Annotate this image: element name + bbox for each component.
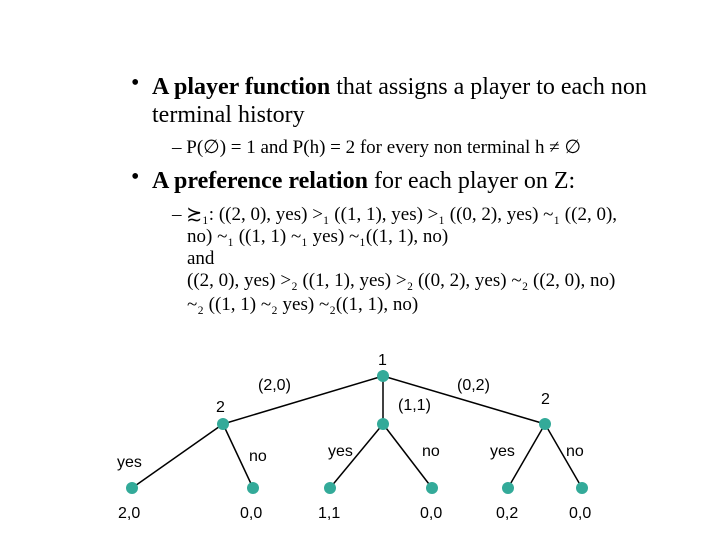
terminal-node	[426, 482, 438, 494]
preference-line: ~₂ ((1, 1) ~₂ yes) ~₂((1, 1), no)	[187, 294, 419, 315]
root-player-label: 1	[378, 352, 387, 369]
bullet-bold: A player function	[152, 74, 331, 100]
player-assignment-text: – P(∅) = 1 and P(h) = 2 for every non terminal h ≠ ∅	[172, 137, 581, 158]
bullet-marker: •	[131, 70, 140, 96]
bullet-bold: A preference relation	[152, 168, 368, 194]
terminal-node	[324, 482, 336, 494]
edge-label: (2,0)	[258, 377, 291, 394]
terminal-node	[502, 482, 514, 494]
root-node	[377, 370, 389, 382]
terminal-node	[576, 482, 588, 494]
preference-line: ((2, 0), yes) >₂ ((1, 1), yes) >₂ ((0, 2), yes) ~₂ ((2, 0), no)	[187, 270, 616, 291]
action-label: no	[566, 443, 584, 460]
action-label: yes	[328, 443, 353, 460]
edge-label: (1,1)	[398, 397, 431, 414]
player2-node	[217, 418, 229, 430]
preference-line: no) ~₁ ((1, 1) ~₁ yes) ~₁((1, 1), no)	[187, 226, 449, 247]
bullet-rest: that assigns a player to each non	[330, 74, 647, 100]
bullet-player-function-line2: terminal history	[152, 102, 305, 128]
tree-edge	[223, 376, 383, 424]
bullet-rest: for each player on Z:	[367, 168, 576, 194]
terminal-node	[126, 482, 138, 494]
action-label: no	[422, 443, 440, 460]
terminal-node	[247, 482, 259, 494]
tree-edge	[132, 424, 223, 488]
payoff-label: 0,2	[496, 505, 519, 522]
action-label: no	[249, 448, 267, 465]
preference-line: – ≿₁: ((2, 0), yes) >₁ ((1, 1), yes) >₁ ((0, 2), yes) ~₁ ((2, 0),	[172, 204, 618, 225]
player2-label: 2	[541, 391, 550, 408]
player2-label: 2	[216, 399, 225, 416]
payoff-label: 1,1	[318, 505, 341, 522]
action-label: yes	[117, 454, 142, 471]
action-label: yes	[490, 443, 515, 460]
edge-label: (0,2)	[457, 377, 490, 394]
bullet-marker: •	[131, 164, 140, 190]
payoff-label: 0,0	[240, 505, 263, 522]
player2-node	[539, 418, 551, 430]
payoff-label: 0,0	[569, 505, 592, 522]
preference-line: and	[187, 248, 215, 269]
player2-node	[377, 418, 389, 430]
payoff-label: 0,0	[420, 505, 443, 522]
payoff-label: 2,0	[118, 505, 141, 522]
